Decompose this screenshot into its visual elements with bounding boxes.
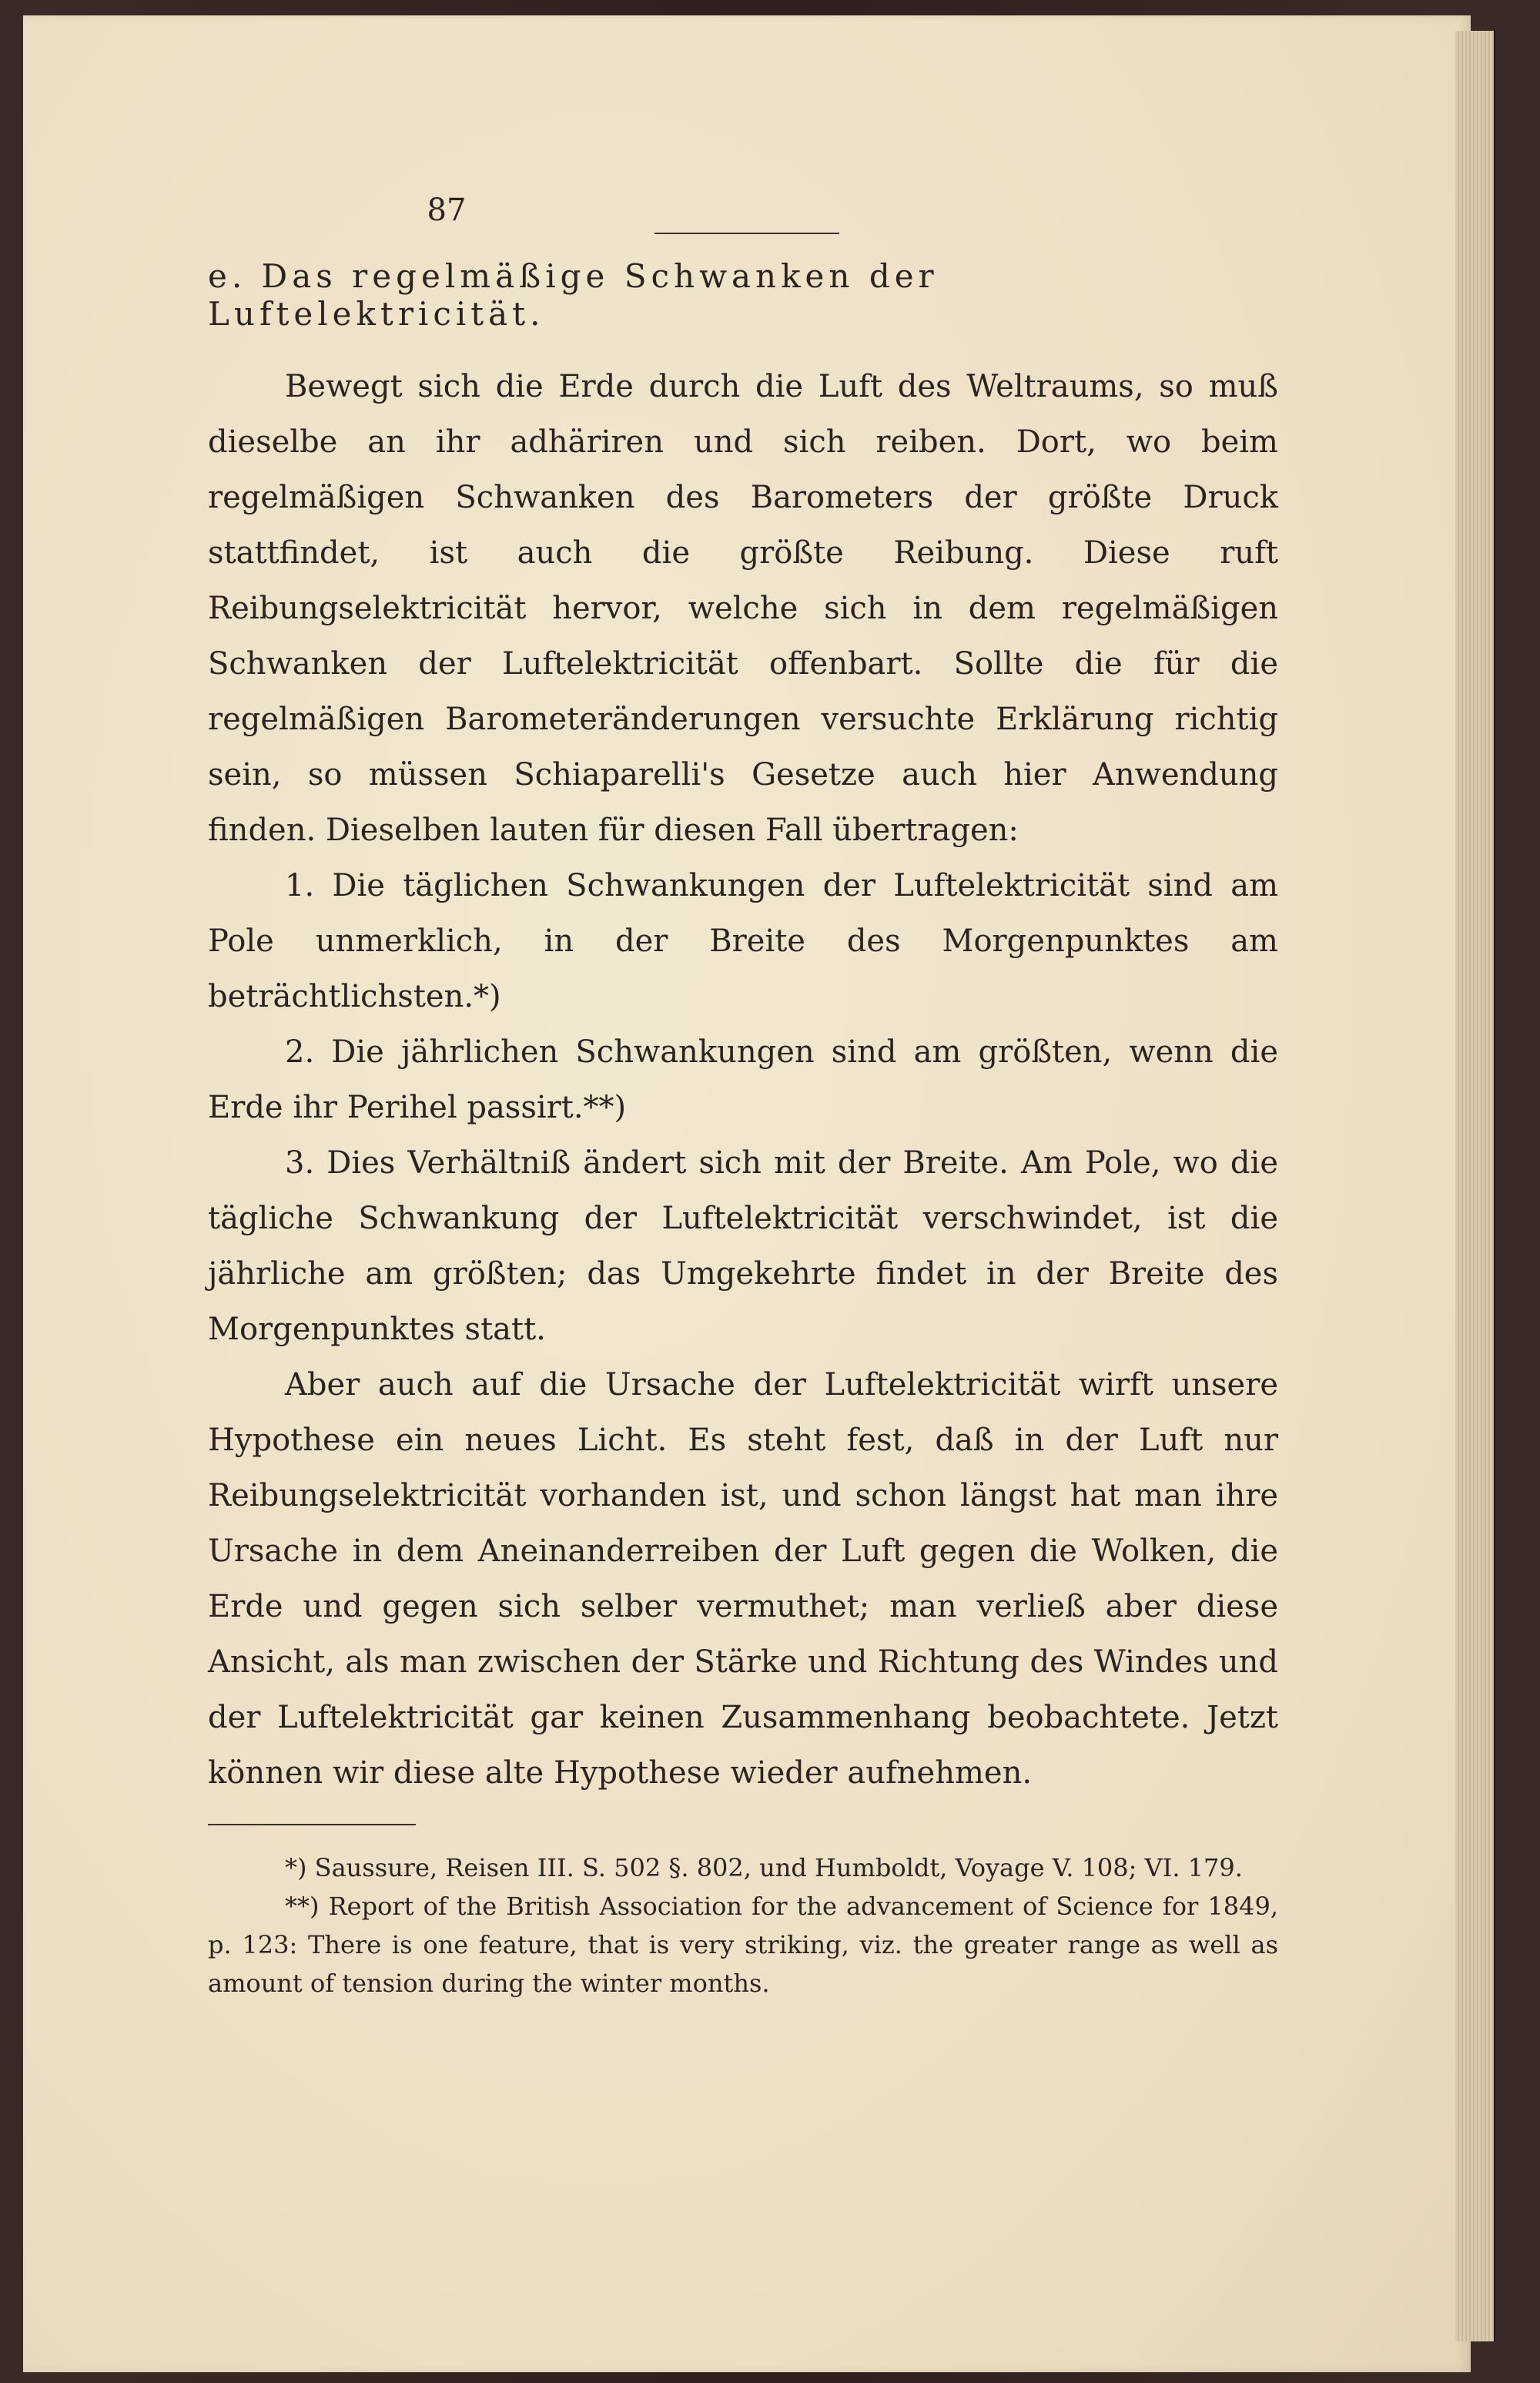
header-rule: [654, 233, 839, 234]
footnote-rule: [208, 1824, 416, 1825]
page-number: 87: [427, 193, 467, 228]
footnote: *) Saussure, Reisen III. S. 502 §. 802, und Humboldt, Voyage V. 108; VI. 179.: [285, 1853, 1243, 1882]
footnote: **) Report of the British Association for the advancement of Science for 1849, p. 123: There is one feature, that is very striking, viz. the greater range as well as amount of tension during the winter months.: [208, 1892, 1278, 1998]
page-content: [208, 193, 1278, 2003]
list-item: 3. Dies Verhältniß ändert sich mit der Breite. Am Pole, wo die tägliche Schwankung der Luftelektricität verschwindet, ist die jährliche am größten; das Umgekehrte findet in der Breite des Morgenpunktes statt.: [208, 1145, 1278, 1347]
page-edges: [1455, 31, 1495, 2341]
list-item: 1. Die täglichen Schwankungen der Luftelektricität sind am Pole unmerklich, in der Breite des Morgenpunktes am beträchtlichsten.*): [208, 868, 1278, 1014]
section-heading: e. Das regelmäßige Schwanken der Luftelektricität.: [208, 257, 939, 333]
closing-paragraph: Aber auch auf die Ursache der Luftelektricität wirft unsere Hypothese ein neues Licht. Es steht fest, daß in der Luft nur Reibungselektricität vorhanden ist, und schon längst hat man ihre Ursache in dem Aneinanderreiben der Luft gegen die Wolken, die Erde und gegen sich selber vermuthet; man verließ aber diese Ansicht, als man zwischen der Stärke und Richtung des Windes und der Luftelektricität gar keinen Zusammenhang beobachtete. Jetzt können wir diese alte Hypothese wieder aufnehmen.: [208, 1367, 1278, 1791]
body-paragraph: Bewegt sich die Erde durch die Luft des Weltraums, so muß dieselbe an ihr adhäriren und sich reiben. Dort, wo beim regelmäßigen Schwanken des Barometers der größte Druck stattfindet, ist auch die größte Reibung. Diese ruft Reibungselektricität hervor, welche sich in dem regelmäßigen Schwanken der Luftelektricität offenbart. Sollte die für die regelmäßigen Barometeränderungen versuchte Erklärung richtig sein, so müssen Schiaparelli's Gesetze auch hier Anwendung finden. Dieselben lauten für diesen Fall übertragen:: [208, 369, 1278, 848]
list-item: 2. Die jährlichen Schwankungen sind am größten, wenn die Erde ihr Perihel passirt.**): [208, 1034, 1278, 1125]
